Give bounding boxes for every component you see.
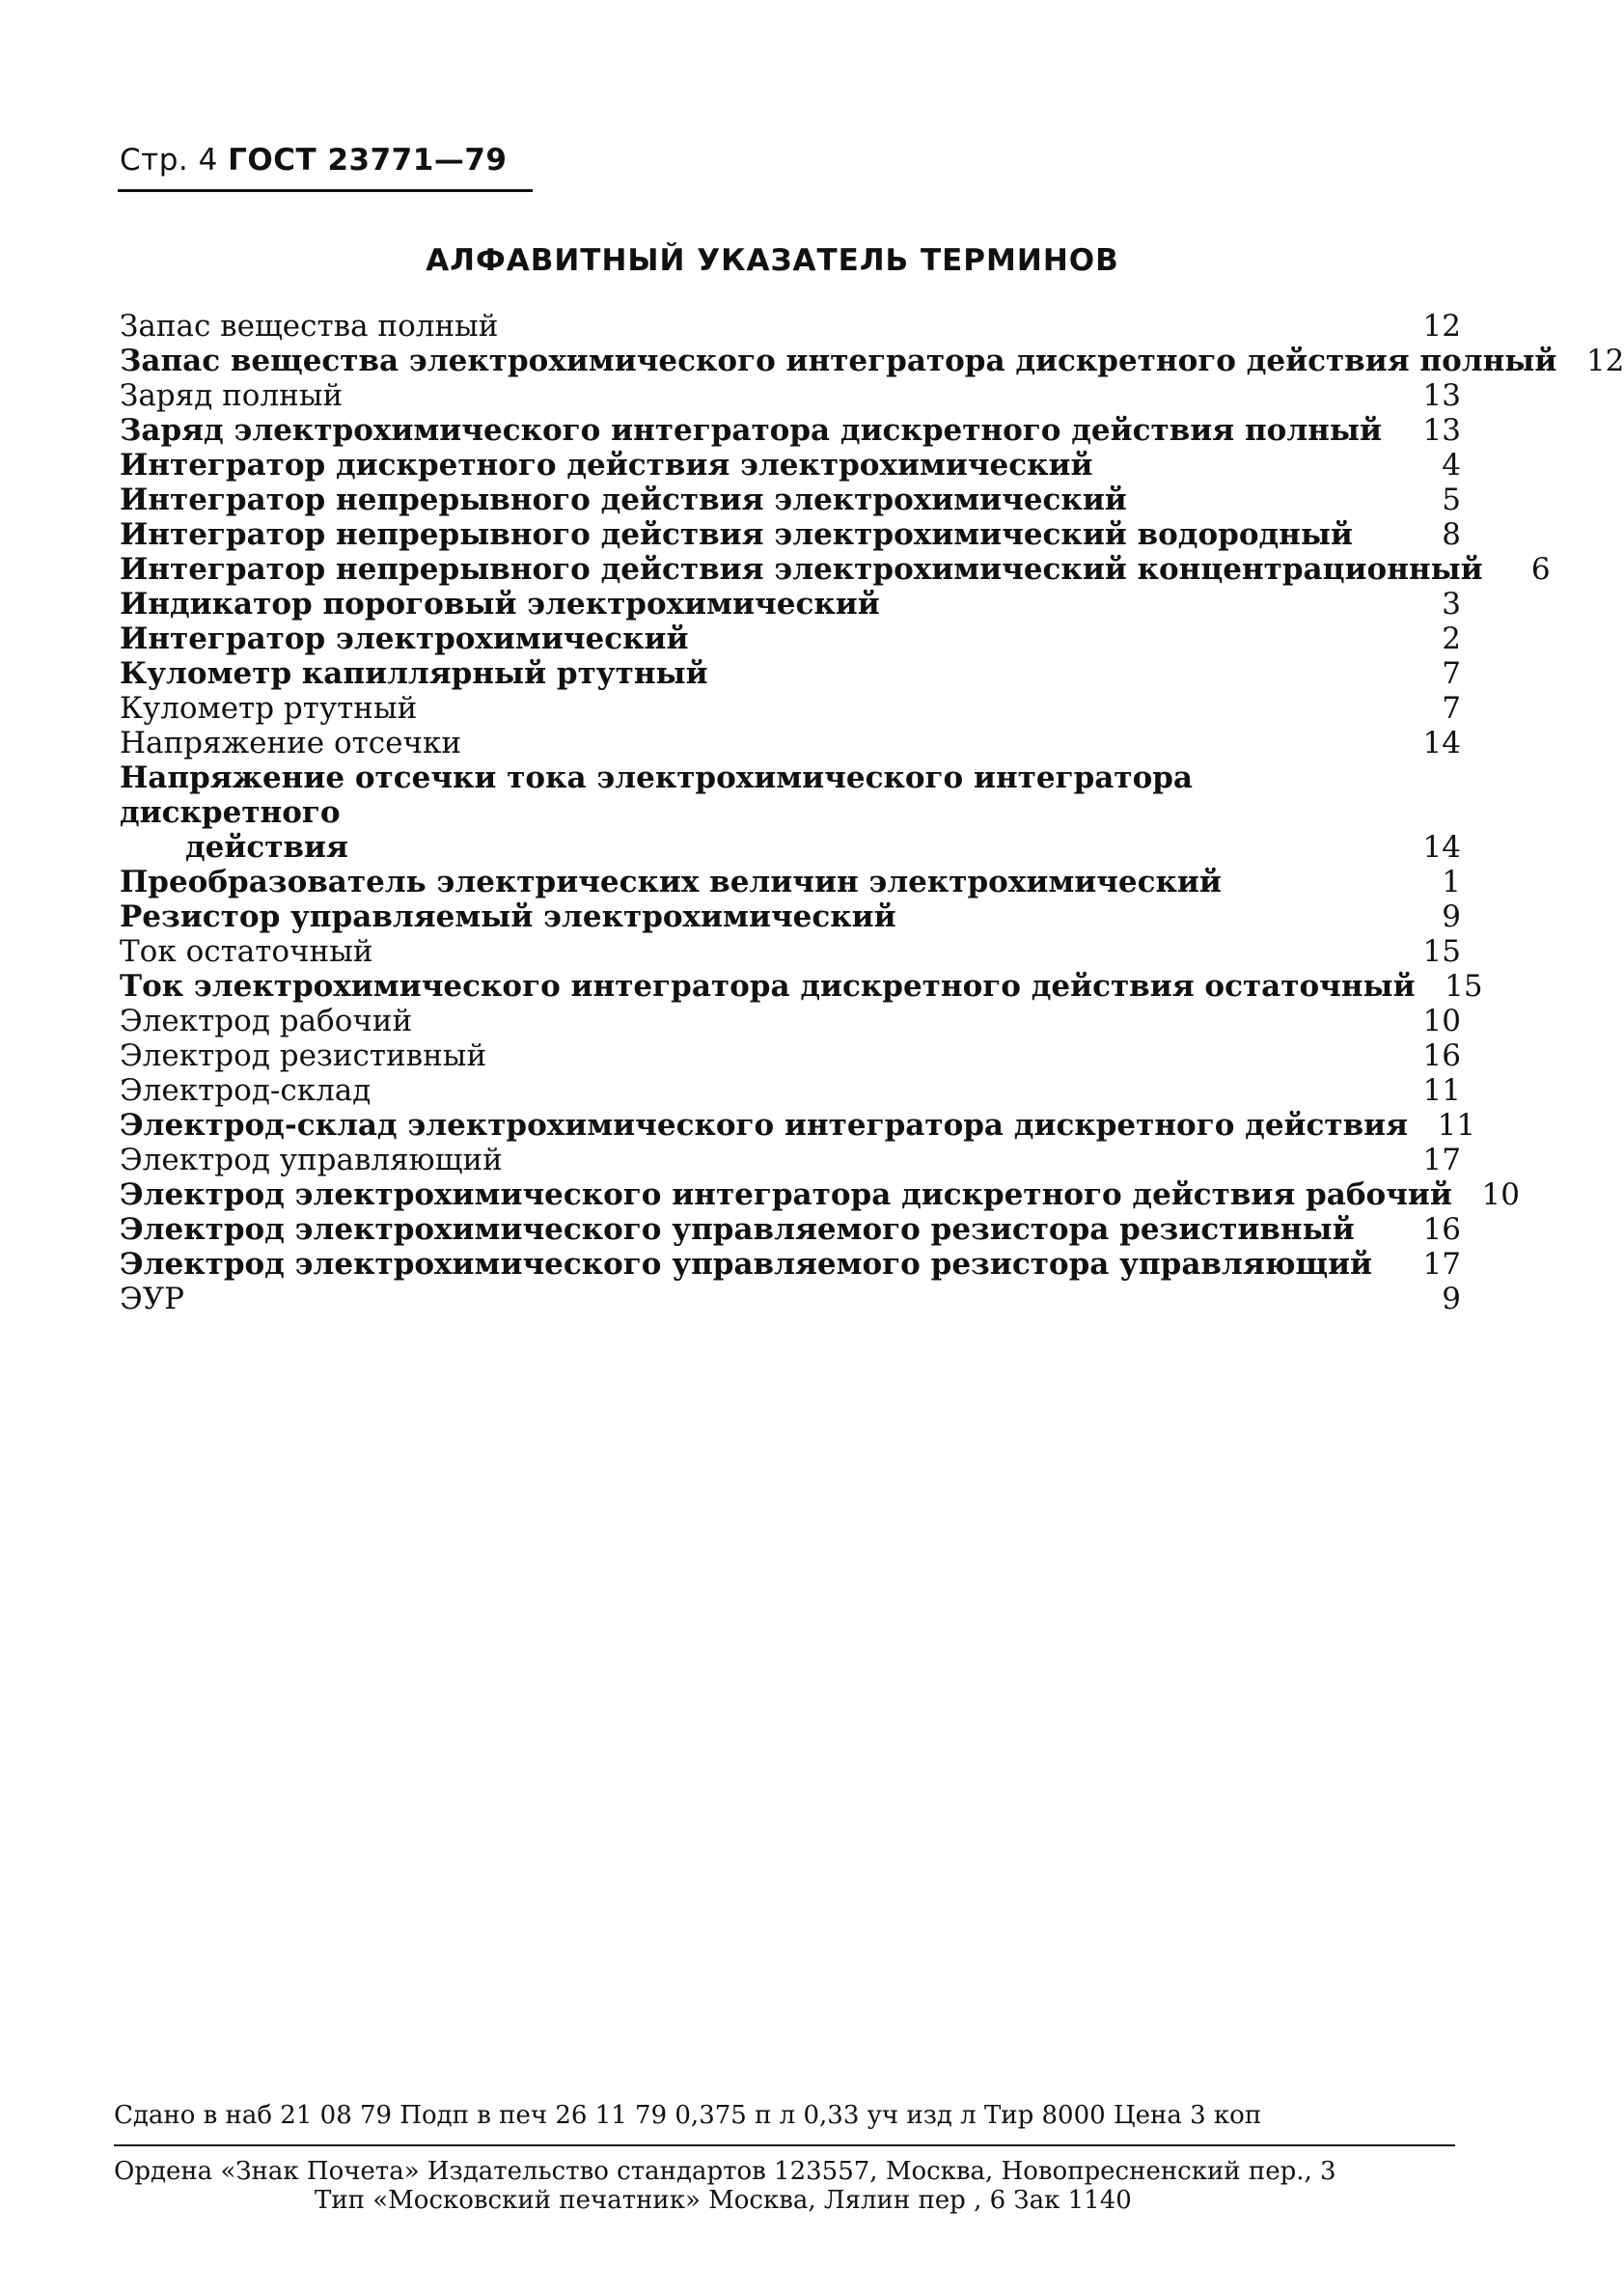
imprint-line: Сдано в наб 21 08 79 Подп в печ 26 11 79 0,375 п л 0,33 уч изд л Тир 8000 Цена 3 коп [114, 2101, 1262, 2130]
index-ref-number: 12 [1422, 309, 1461, 344]
standard-id: ГОСТ 23771—79 [228, 143, 508, 178]
index-term-line: Напряжение отсечки тока электрохимического интегратора дискретного [120, 760, 1194, 830]
index-term: Электрод управляющий [120, 1143, 503, 1177]
printer-line: Тип «Московский печатник» Москва, Лялин пер , 6 Зак 1140 [315, 2186, 1132, 2215]
index-ref-number: 13 [1422, 378, 1461, 413]
index-entry [120, 1247, 1461, 1282]
index-ref-number: 10 [1422, 1004, 1461, 1038]
index-term: Ток остаточный [120, 934, 373, 969]
index-ref-number: 11 [1422, 1073, 1461, 1108]
index-term: Электрод-склад [120, 1073, 372, 1108]
index-ref-number: 14 [1422, 830, 1461, 865]
index-entry [120, 378, 1461, 413]
index-ref-number: 7 [1442, 691, 1461, 726]
index-term: Кулометр ртутный [120, 691, 418, 726]
index-term: Индикатор пороговый электрохимический [120, 587, 880, 622]
index-ref-number: 15 [1445, 969, 1483, 1004]
index-term: Интегратор непрерывного действия электрохимический концентрационный [120, 552, 1483, 587]
publisher-line: Ордена «Знак Почета» Издательство стандартов 123557, Москва, Новопресненский пер., 3 [114, 2157, 1336, 2186]
index-term: ЭУР [120, 1282, 184, 1316]
index-term: Запас вещества полный [120, 309, 499, 344]
index-entry [120, 587, 1461, 622]
header-rule [118, 189, 533, 192]
index-entry [120, 1038, 1461, 1073]
index-entry [120, 899, 1461, 934]
index-ref-number: 8 [1442, 517, 1461, 552]
index-entry [120, 1212, 1461, 1247]
index-term: Электрод электрохимического управляемого резистора резистивный [120, 1212, 1355, 1247]
index-ref-number: 10 [1481, 1177, 1520, 1212]
index-entry [120, 622, 1461, 656]
index-ref-number: 5 [1442, 483, 1461, 517]
index-term: Преобразователь электрических величин электрохимический [120, 865, 1222, 899]
index-ref-number: 16 [1422, 1038, 1461, 1073]
index-term: Интегратор дискретного действия электрохимический [120, 448, 1093, 483]
index-term: Электрод электрохимического управляемого резистора управляющий [120, 1247, 1373, 1282]
index-ref-number: 14 [1422, 726, 1461, 760]
index-ref-number: 3 [1442, 587, 1461, 622]
index-entry [120, 969, 1483, 1004]
index-entry [120, 865, 1461, 899]
index-ref-number: 17 [1422, 1143, 1461, 1177]
index-ref-number: 6 [1530, 552, 1551, 587]
imprint-rule [114, 2144, 1455, 2146]
index-ref-number: 7 [1442, 656, 1461, 691]
index-term: Электрод электрохимического интегратора дискретного действия рабочий [120, 1177, 1452, 1212]
page-number-label: Стр. 4 [120, 143, 218, 178]
index-entry [120, 656, 1461, 691]
index-ref-number: 11 [1437, 1108, 1476, 1143]
index-ref-number: 4 [1442, 448, 1461, 483]
index-ref-number: 9 [1442, 1282, 1461, 1316]
index-entry [120, 726, 1461, 760]
index-term: Интегратор непрерывного действия электрохимический [120, 483, 1127, 517]
index-entry [120, 1177, 1520, 1212]
index-entry [120, 517, 1461, 552]
index-term: Электрод резистивный [120, 1038, 487, 1073]
index-ref-number: 9 [1442, 899, 1461, 934]
index-entry [120, 448, 1461, 483]
index-term [120, 760, 1393, 865]
publisher-info [114, 2157, 1455, 2215]
index-ref-number: 17 [1422, 1247, 1461, 1282]
index-entry [120, 691, 1461, 726]
index-ref-number: 13 [1422, 413, 1461, 448]
index-entry [120, 760, 1461, 865]
index-term: Кулометр капиллярный ртутный [120, 656, 708, 691]
index-entry [120, 344, 1624, 378]
index-term: Электрод рабочий [120, 1004, 413, 1038]
index-entry [120, 1073, 1461, 1108]
index-title: АЛФАВИТНЫЙ УКАЗАТЕЛЬ ТЕРМИНОВ [426, 243, 1119, 278]
index-ref-number: 2 [1442, 622, 1461, 656]
index-entry [120, 1004, 1461, 1038]
index-ref-number: 12 [1585, 344, 1624, 378]
index-term: Запас вещества электрохимического интегратора дискретного действия полный [120, 344, 1557, 378]
index-entry [120, 1282, 1461, 1316]
index-entry [120, 309, 1461, 344]
index-entry [120, 934, 1461, 969]
index-entry [120, 483, 1461, 517]
page-header [120, 143, 507, 178]
index-entry [120, 413, 1461, 448]
index-term: Заряд полный [120, 378, 344, 413]
index-ref-number: 16 [1422, 1212, 1461, 1247]
index-entry [120, 1108, 1476, 1143]
index-term: Ток электрохимического интегратора дискретного действия остаточный [120, 969, 1416, 1004]
index-entry [120, 552, 1551, 587]
index-term-continuation: действия [185, 830, 348, 865]
index-term: Заряд электрохимического интегратора дискретного действия полный [120, 413, 1382, 448]
index-entry [120, 1143, 1461, 1177]
index-term: Напряжение отсечки [120, 726, 462, 760]
index-term: Интегратор электрохимический [120, 622, 689, 656]
term-index-list [120, 309, 1624, 1316]
index-term: Интегратор непрерывного действия электрохимический водородный [120, 517, 1353, 552]
index-term: Резистор управляемый электрохимический [120, 899, 896, 934]
index-ref-number: 1 [1442, 865, 1461, 899]
index-term: Электрод-склад электрохимического интегратора дискретного действия [120, 1108, 1409, 1143]
index-ref-number: 15 [1422, 934, 1461, 969]
